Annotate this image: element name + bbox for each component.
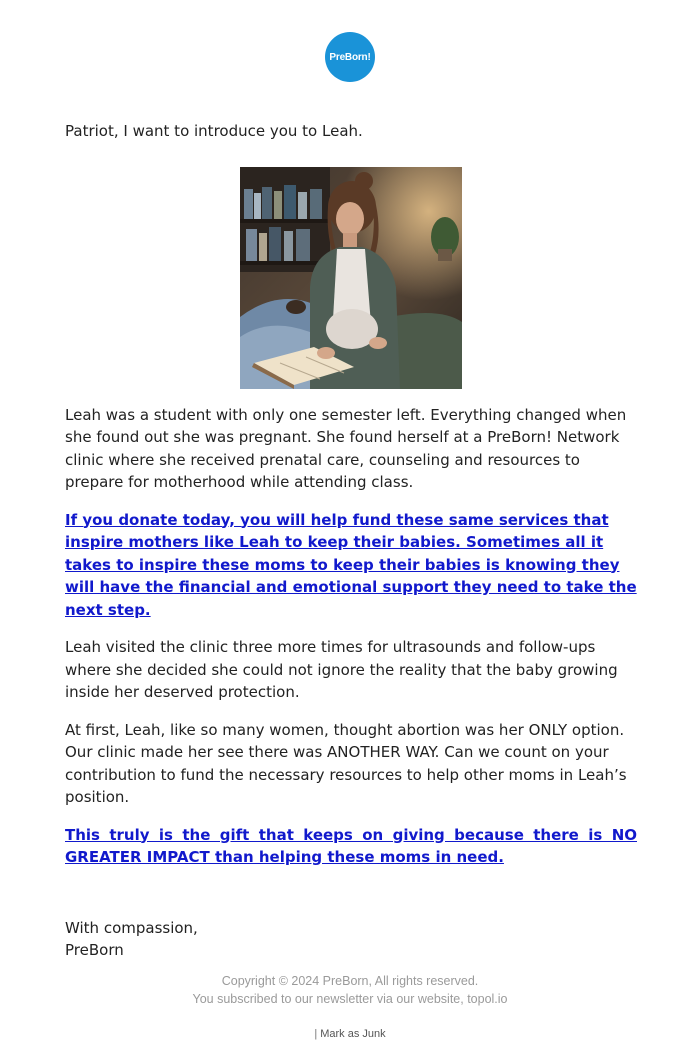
signoff — [65, 917, 637, 961]
signoff-closing: With compassion, — [65, 918, 198, 937]
gift-link[interactable]: This truly is the gift that keeps on giving because there is NO GREATER IMPACT than helping these moms in need. — [65, 825, 637, 866]
donate-link[interactable]: If you donate today, you will help fund these same services that inspire mothers like Leah to keep their babies. Sometimes all it takes to inspire these moms to keep their babies is knowing they will have the financial and emotional support they need to take the next step. — [65, 510, 637, 619]
story-paragraph-3: At first, Leah, like so many women, thought abortion was her ONLY option. Our clinic made her see there was ANOTHER WAY. Can we count on your contribution to fund the necessary resources to help other moms in Leah’s position. — [65, 720, 627, 806]
preborn-logo[interactable] — [325, 32, 375, 82]
header — [0, 32, 700, 82]
hero-image — [240, 167, 462, 389]
logo-text: PreBorn! — [329, 51, 371, 63]
email-body — [65, 120, 637, 961]
intro-text: Patriot, I want to introduce you to Leah. — [65, 122, 363, 140]
story-paragraph-2: Leah visited the clinic three more times for ultrasounds and follow-ups where she decided she could not ignore the reality that the baby growing inside her deserved protection. — [65, 638, 618, 701]
subscription-text: You subscribed to our newsletter via our website, topol.io — [192, 992, 508, 1006]
hero-image-wrap — [65, 167, 637, 389]
signoff-sender: PreBorn — [65, 940, 124, 959]
copyright-text: Copyright © 2024 PreBorn, All rights reserved. — [221, 974, 479, 988]
mark-as-junk-link[interactable]: Mark as Junk — [320, 1028, 386, 1040]
footer — [0, 972, 700, 1008]
junk-bar — [0, 1028, 700, 1040]
story-paragraph-1: Leah was a student with only one semester left. Everything changed when she found out she was pregnant. She found herself at a PreBorn! Network clinic where she received prenatal care, counseling and resources to prepare for motherhood while attending class. — [65, 405, 627, 491]
separator: | — [314, 1028, 318, 1040]
